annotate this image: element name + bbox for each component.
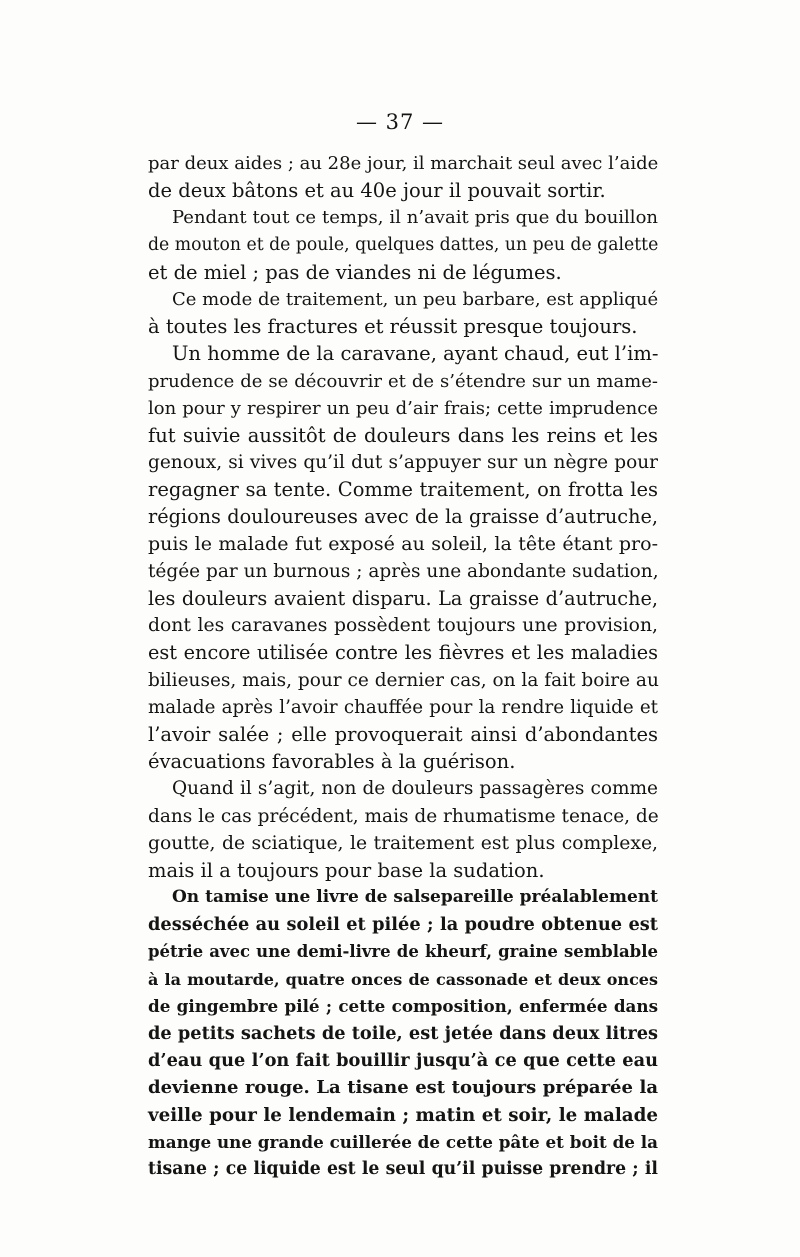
text-line: regagner sa tente. Comme traitement, on frotta les xyxy=(148,478,658,502)
text-line: l’avoir salée ; elle provoquerait ainsi d’abondantes xyxy=(148,722,658,746)
text-line: mais il a toujours pour base la sudation. xyxy=(148,858,545,882)
text-line: à la moutarde, quatre onces de cassonade et deux onces xyxy=(148,969,658,989)
text-line: Quand il s’agit, non de douleurs passagères comme xyxy=(172,778,658,800)
text-line: est encore utilisée contre les fièvres et les maladies xyxy=(148,641,658,665)
text-line: pétrie avec une demi-livre de kheurf, graine semblable xyxy=(148,942,658,962)
page-number: — 37 — xyxy=(355,110,445,134)
text-line: desséchée au soleil et pilée ; la poudre obtenue est xyxy=(148,914,658,936)
text-line: de petits sachets de toile, est jetée dans deux litres xyxy=(148,1023,658,1044)
text-line: à toutes les fractures et réussit presque toujours. xyxy=(148,315,638,339)
text-line: par deux aides ; au 28e jour, il marchait seul avec l’aide xyxy=(148,153,659,174)
body-text xyxy=(148,150,658,1183)
text-line: Pendant tout ce temps, il n’avait pris que du bouillon xyxy=(172,207,658,229)
text-line: de deux bâtons et au 40e jour il pouvait sortir. xyxy=(148,179,606,203)
text-line: malade après l’avoir chauffée pour la rendre liquide et xyxy=(148,696,658,718)
text-line: tégée par un burnous ; après une abondante sudation, xyxy=(148,560,659,582)
text-line: évacuations favorables à la guérison. xyxy=(148,750,516,774)
text-line: goutte, de sciatique, le traitement est plus complexe, xyxy=(148,832,658,854)
text-line: puis le malade fut exposé au soleil, la tête étant pro- xyxy=(148,532,658,555)
text-line: On tamise une livre de salsepareille préalablement xyxy=(172,887,658,908)
text-line: les douleurs avaient disparu. La graisse d’autruche, xyxy=(148,587,658,610)
text-line: veille pour le lendemain ; matin et soir, le malade xyxy=(148,1104,658,1126)
text-line: et de miel ; pas de viandes ni de légumes. xyxy=(148,260,562,284)
text-line: fut suivie aussitôt de douleurs dans les reins et les xyxy=(148,423,658,447)
text-line: tisane ; ce liquide est le seul qu’il puisse prendre ; il xyxy=(148,1158,658,1179)
text-line: dont les caravanes possèdent toujours une provision, xyxy=(148,615,658,637)
text-line: de mouton et de poule, quelques dattes, un peu de galette xyxy=(148,234,659,255)
text-line: régions douloureuses avec de la graisse d’autruche, xyxy=(148,505,658,529)
text-line: bilieuses, mais, pour ce dernier cas, on la fait boire au xyxy=(148,669,659,691)
text-line: Ce mode de traitement, un peu barbare, est appliqué xyxy=(172,288,659,310)
text-line: mange une grande cuillerée de cette pâte et boit de la xyxy=(148,1131,658,1152)
text-line: lon pour y respirer un peu d’air frais; cette imprudence xyxy=(148,397,658,419)
text-line: Un homme de la caravane, ayant chaud, eut l’im- xyxy=(172,342,659,366)
text-line: dans le cas précédent, mais de rhumatisme tenace, de xyxy=(148,805,659,827)
text-line: devienne rouge. La tisane est toujours préparée la xyxy=(148,1077,658,1099)
text-line: de gingembre pilé ; cette composition, enfermée dans xyxy=(148,995,658,1016)
text-line: prudence de se découvrir et de s’étendre sur un mame- xyxy=(148,370,658,392)
text-line: d’eau que l’on fait bouillir jusqu’à ce que cette eau xyxy=(148,1050,658,1072)
text-line: genoux, si vives qu’il dut s’appuyer sur un nègre pour xyxy=(148,452,658,474)
